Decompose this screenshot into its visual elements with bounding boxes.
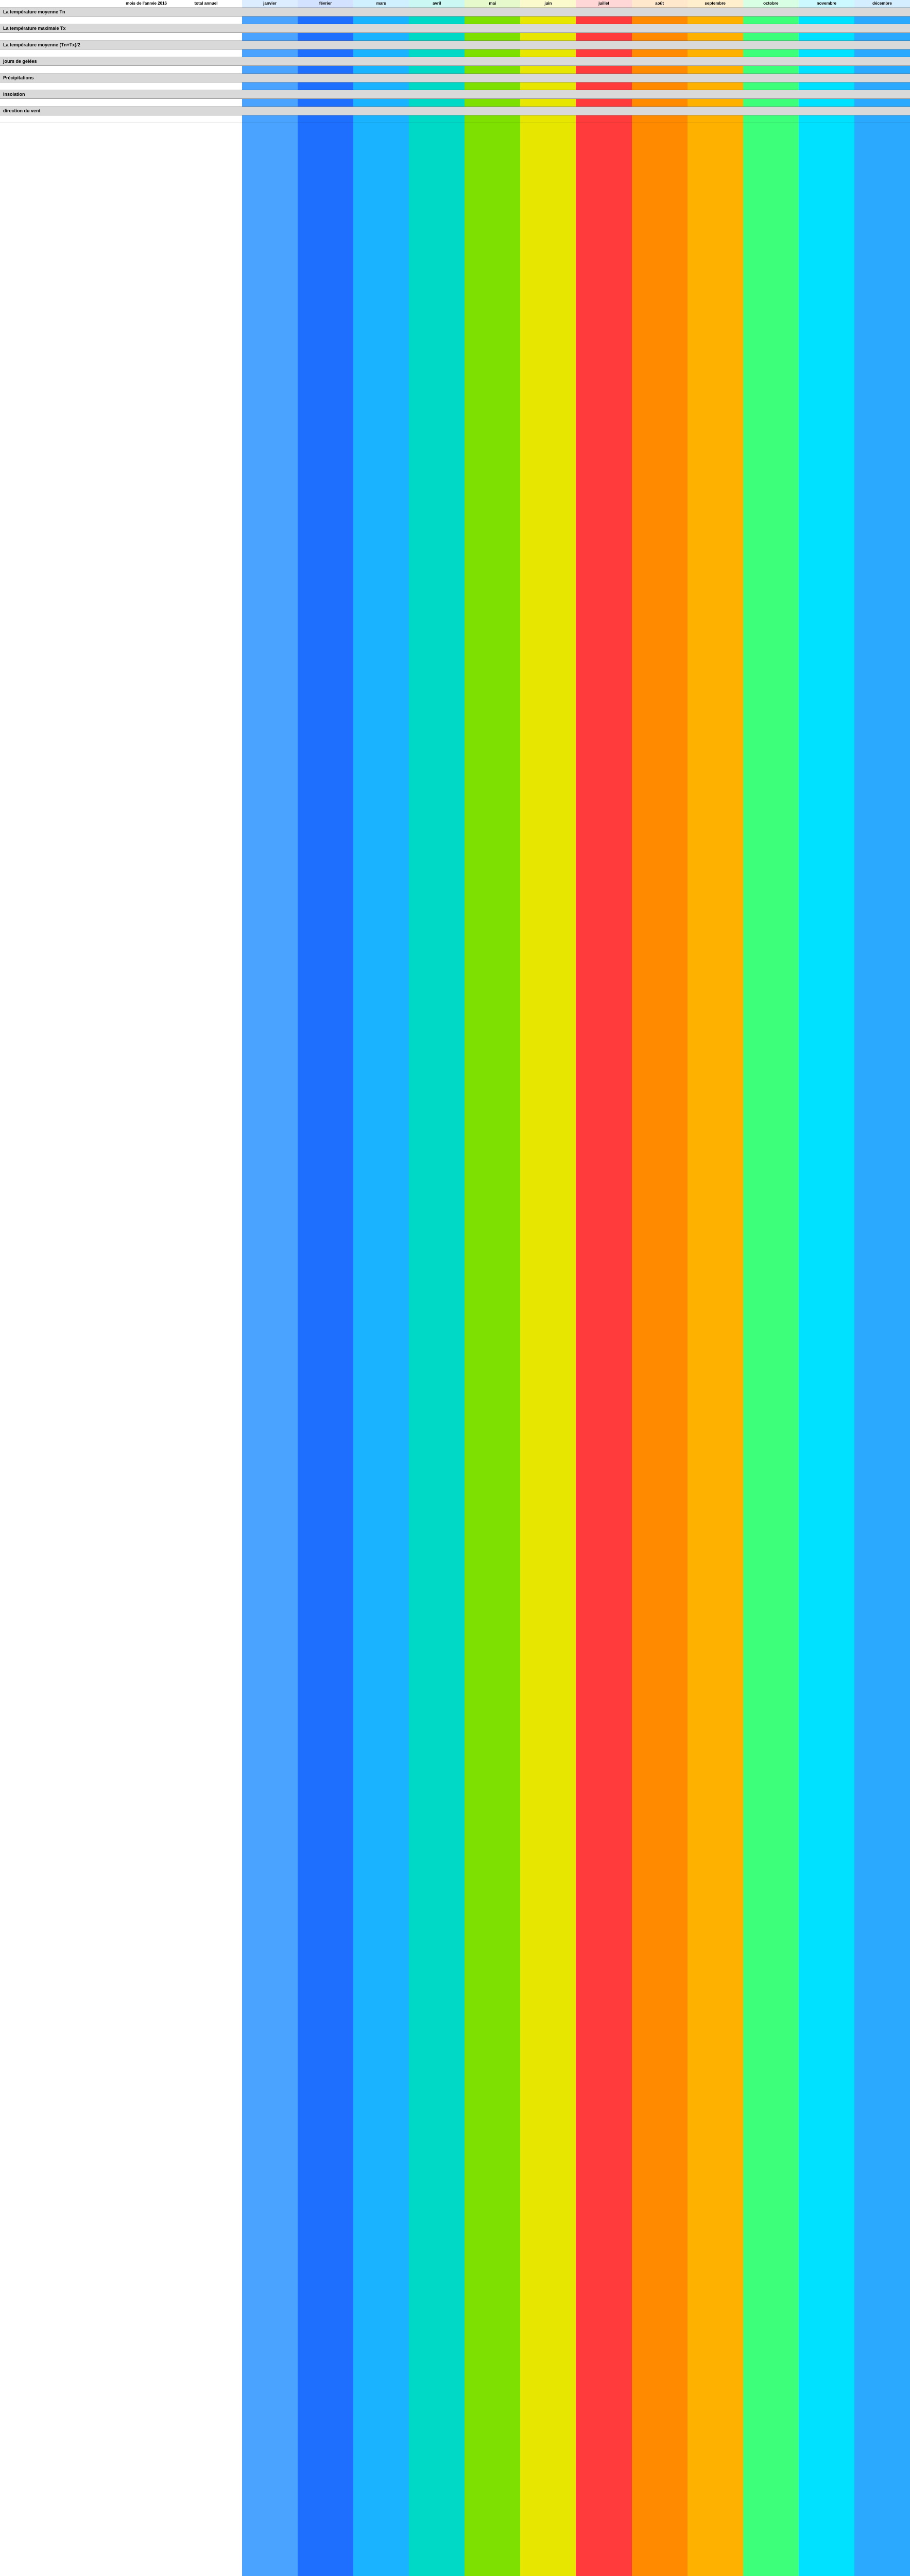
row-label — [0, 99, 170, 106]
row-value — [353, 115, 409, 123]
row-value — [242, 99, 298, 106]
row-value — [242, 33, 298, 40]
row-value — [242, 16, 298, 24]
section-title: direction du vent — [0, 107, 910, 115]
row-value — [520, 66, 576, 73]
row-value — [353, 99, 409, 106]
row-value — [298, 99, 353, 106]
month-band-7 — [632, 0, 688, 2576]
row-value — [298, 49, 353, 57]
row-label — [0, 49, 170, 57]
row-value — [632, 99, 688, 106]
row-value — [409, 49, 465, 57]
section-title: Précipitations — [0, 74, 910, 82]
row-value — [576, 49, 631, 57]
row-value — [465, 115, 520, 123]
row-value — [465, 33, 520, 40]
header-month-4: mai — [489, 1, 496, 6]
table-row — [0, 33, 910, 41]
row-value — [298, 33, 353, 40]
section-title: Insolation — [0, 90, 910, 99]
row-label — [0, 16, 170, 24]
row-label — [0, 66, 170, 73]
header-months — [242, 0, 910, 7]
row-value — [743, 33, 799, 40]
row-value — [242, 49, 298, 57]
header-month-9: octobre — [763, 1, 779, 6]
row-value — [688, 115, 743, 123]
row-total — [170, 33, 242, 40]
row-value — [799, 115, 854, 123]
table-row — [0, 115, 910, 123]
section-title: La température maximale Tx — [0, 24, 910, 33]
row-value — [465, 99, 520, 106]
month-band-8 — [688, 0, 743, 2576]
row-label — [0, 33, 170, 40]
row-value — [854, 99, 910, 106]
row-value — [242, 82, 298, 90]
table-row — [0, 66, 910, 74]
header-month-5: juin — [544, 1, 552, 6]
row-label — [0, 82, 170, 90]
row-value — [465, 66, 520, 73]
row-value — [743, 16, 799, 24]
month-band-6 — [576, 0, 631, 2576]
row-value — [854, 16, 910, 24]
row-value — [465, 49, 520, 57]
header-total: total annuel — [194, 1, 218, 6]
row-value — [242, 66, 298, 73]
row-value — [353, 66, 409, 73]
row-value — [632, 66, 688, 73]
row-value — [465, 16, 520, 24]
month-band-3 — [409, 0, 465, 2576]
row-value — [799, 16, 854, 24]
row-value — [298, 82, 353, 90]
header-month-0: janvier — [263, 1, 277, 6]
month-band-0 — [242, 0, 298, 2576]
row-value — [520, 49, 576, 57]
total-column-band — [170, 0, 242, 2576]
row-value — [632, 16, 688, 24]
row-value — [632, 115, 688, 123]
row-value — [465, 82, 520, 90]
row-value — [743, 99, 799, 106]
header-title: mois de l'année 2016 — [126, 1, 167, 6]
row-value — [576, 115, 631, 123]
row-value — [576, 99, 631, 106]
row-value — [743, 66, 799, 73]
section-title: La température moyenne (Tn+Tx)/2 — [0, 41, 910, 49]
row-value — [854, 49, 910, 57]
row-value — [743, 49, 799, 57]
row-value — [520, 16, 576, 24]
row-value — [409, 99, 465, 106]
row-value — [799, 82, 854, 90]
row-total — [170, 49, 242, 57]
row-value — [688, 49, 743, 57]
row-value — [520, 33, 576, 40]
row-value — [854, 66, 910, 73]
row-value — [576, 66, 631, 73]
row-total — [170, 115, 242, 123]
header-month-7: août — [655, 1, 664, 6]
row-value — [353, 49, 409, 57]
table-row — [0, 16, 910, 24]
header-month-1: février — [319, 1, 332, 6]
row-value — [799, 49, 854, 57]
row-value — [688, 82, 743, 90]
row-total — [170, 66, 242, 73]
month-band-9 — [743, 0, 799, 2576]
table-row — [0, 82, 910, 90]
row-value — [688, 33, 743, 40]
row-value — [799, 66, 854, 73]
row-value — [743, 115, 799, 123]
month-band-5 — [520, 0, 576, 2576]
header-month-3: avril — [433, 1, 441, 6]
row-value — [854, 115, 910, 123]
row-value — [520, 82, 576, 90]
row-total — [170, 16, 242, 24]
row-value — [632, 82, 688, 90]
section-title: jours de gelées — [0, 57, 910, 66]
row-value — [520, 115, 576, 123]
row-value — [854, 82, 910, 90]
row-value — [353, 82, 409, 90]
row-value — [520, 99, 576, 106]
row-total — [170, 99, 242, 106]
row-value — [632, 49, 688, 57]
header-month-2: mars — [376, 1, 386, 6]
data-grid — [0, 0, 910, 123]
row-value — [576, 33, 631, 40]
row-label — [0, 115, 170, 123]
row-value — [298, 16, 353, 24]
row-value — [409, 16, 465, 24]
row-value — [799, 33, 854, 40]
row-value — [298, 115, 353, 123]
header-row — [0, 0, 910, 8]
label-column-band — [0, 0, 170, 2576]
row-value — [409, 66, 465, 73]
month-band-11 — [854, 0, 910, 2576]
section-title: La température moyenne Tn — [0, 8, 910, 16]
month-band-10 — [799, 0, 854, 2576]
table-row — [0, 99, 910, 107]
row-value — [743, 82, 799, 90]
row-value — [409, 115, 465, 123]
header-month-10: novembre — [816, 1, 836, 6]
row-value — [688, 99, 743, 106]
month-bands — [242, 0, 910, 2576]
row-value — [298, 66, 353, 73]
row-value — [242, 115, 298, 123]
row-value — [409, 82, 465, 90]
row-value — [353, 16, 409, 24]
row-value — [576, 16, 631, 24]
month-band-4 — [465, 0, 520, 2576]
row-value — [688, 66, 743, 73]
header-month-6: juillet — [598, 1, 609, 6]
row-total — [170, 82, 242, 90]
row-value — [799, 99, 854, 106]
header-month-8: septembre — [705, 1, 726, 6]
row-value — [353, 33, 409, 40]
row-value — [576, 82, 631, 90]
row-value — [854, 33, 910, 40]
header-month-11: décembre — [872, 1, 892, 6]
month-band-1 — [298, 0, 353, 2576]
table-row — [0, 49, 910, 57]
row-value — [632, 33, 688, 40]
month-band-2 — [353, 0, 409, 2576]
row-value — [688, 16, 743, 24]
row-value — [409, 33, 465, 40]
sections — [0, 8, 910, 123]
